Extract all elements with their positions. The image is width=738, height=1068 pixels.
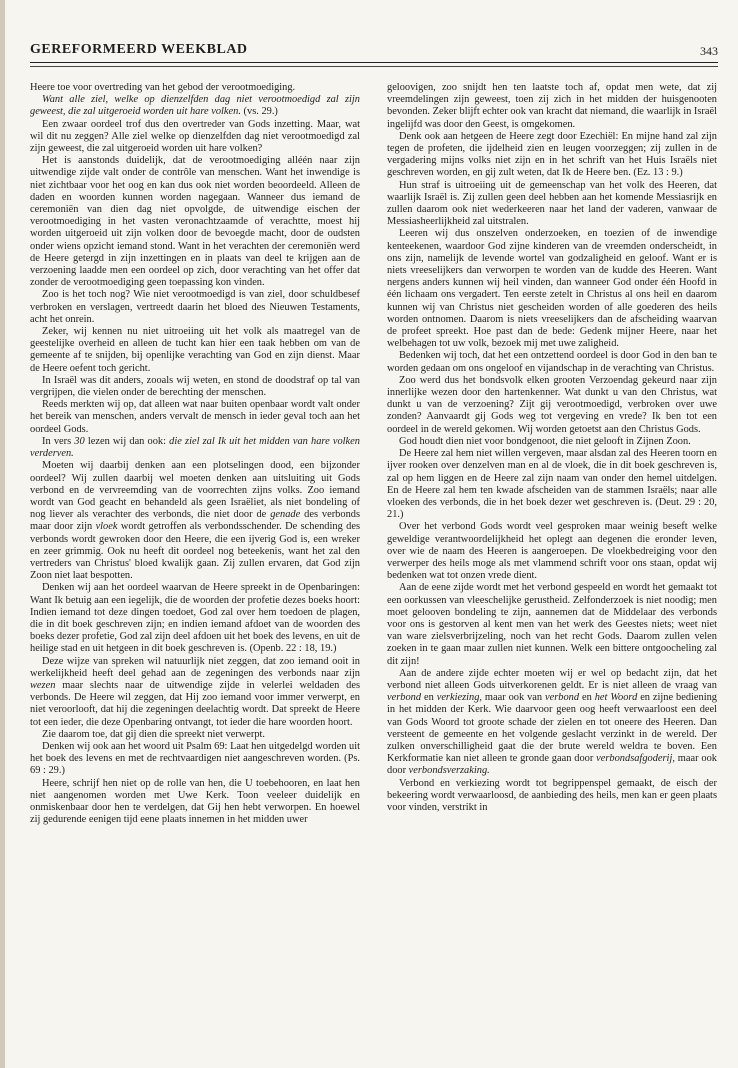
text: Deze wijze van spreken wil natuurlijk niet zeggen, dat zoo iemand ooit in werkelijkheid heeft deel gehad aan de zegeningen des verbonds naar zijn (30, 655, 360, 679)
text: lezen wij dan ook: (84, 435, 170, 447)
text: Denk ook aan hetgeen de Heere zegt door Ezechiël: En mijne hand zal zijn tegen de profeten, die ijdelheid zien en leugen voorzeggen; zij zullen in de vergadering mijns volks niet zijn en in het schrift van het Huis Israëls niet geschreven worden, en gij zult weten, dat Ik de Heere ben. (Ez. 13 : 9.) (387, 130, 717, 179)
text: Zoo werd dus het bondsvolk elken grooten Verzoendag gekeurd naar zijn innerlijke wezen door den hartenkenner. Wat dunkt u van den Christus, wat dunkt u van de verzoening? Zijt gij verootmoedigd, verbroken over uwe zonden? Aanvaardt gij Gods weg tot vergeving en vrede? Ik ben tot een oordeel in de wereld gekomen. Wij worden getoetst aan den Christus Gods. (387, 374, 717, 435)
text: Denken wij aan het oordeel waarvan de Heere spreekt in de Openbaringen: Want Ik betuig aan een iegelijk, die de woorden der profetie dezes boeks hoort: Indien iemand tot deze dingen toedoet, God zal over hem toedoen de plagen, die in dit boek geschreven zijn; en indien iemand afdoet van de woorden des boeks dezer profetie, God zal zijn deel afdoen uit het boek des levens, en uit de heilige stad en uit hetgeen in dit boek geschreven is. (Openb. 22 : 18, 19.) (30, 582, 360, 655)
text: In vers (42, 435, 75, 447)
paragraph (387, 521, 717, 582)
paragraph (387, 350, 717, 374)
text: Leeren wij dus onszelven onderzoeken, en toezien of de inwendige kenteekenen, waardoor God zijne kinderen van de vreemden onderscheidt, in ons zijn, namelijk de levende wortel van godzaligheid en geloof. Want er is niets vreeselijkers dan verworpen te worden van de kudde des Heeren. Want nergens anders kunnen wij heil vinden, dan wanneer God onder één Hoofd in één lichaam ons vergadert. Ten eerste zetelt in Christus al ons heil en daarom kunnen wij van Christus niet gescheiden worden of alle goederen des heils worden ontnomen. Daarom is niets vreeselijkers dan de afscheiding waarvan de profeet spreekt. Hoe past dan de bede: Gedenk mijner Heere, naar het welbehagen tot uw volk, bezoek mij met uwe zaligheid. (387, 228, 717, 350)
text: Heere, schrijf hen niet op de rolle van hen, die U toebehooren, en laat hen niet aangenomen worden met Uwe Kerk. Toon veeleer duidelijk en onmiskenbaar door hen te verdelgen, dat Gij hen hebt verworpen. En hoewel zij gedurende eenigen tijd eene plaats innemen in het midden uwer (30, 777, 360, 826)
paragraph (30, 656, 360, 729)
text: Denken wij ook aan het woord uit Psalm 69: Laat hen uitgedelgd worden uit het boek des levens en met de rechtvaardigen niet aangeschreven worden. (Ps. 69 : 29.) (30, 740, 360, 777)
paragraph (387, 180, 717, 229)
text: geloovigen, zoo snijdt hen ten laatste toch af, opdat men wete, dat zij vreemdelingen zijn geweest, toen zij zich in het midden der huisgenooten bevonden. Zeker blijft echter ook van kracht dat niemand, die waarlijk in Israël ingelijfd was door den Geest, is omgekomen. (387, 82, 717, 130)
publication-title: GEREFORMEERD WEEKBLAD (30, 42, 248, 57)
text: Aan de eene zijde wordt met het verbond gespeeld en wordt het gemaakt tot een oorkussen van vleeschelijke gerustheid. Zelfonderzoek is niet noodig; men moet gelooven bondeling te zijn, aannemen dat de Middelaar des verbonds voor ons is gestorven al kent men van het werk des Geestes niets; weet niet van ware zielsverbrijzeling, noch van het recht Gods. Daarom zullen velen zoeken in te gaan maar zullen niet kunnen. Welk een bittere ontgoocheling zal dit zijn! (387, 582, 717, 667)
text: Heere toe voor overtreding van het gebod der verootmoediging. (30, 82, 296, 93)
text: God houdt dien niet voor bondgenoot, die niet gelooft in Zijnen Zoon. (399, 435, 691, 447)
page-header (30, 42, 718, 64)
paragraph (30, 741, 360, 778)
text: Hun straf is uitroeiing uit de gemeenschap van het volk des Heeren, dat waarlijk Israël is. Zij zullen geen deel hebben aan het komende Messiasrijk en zullen daarom ook niet wederkeeren naar het land der vaderen, vanwaar de Messiasheerlijkheid zal uitstralen. (387, 179, 717, 228)
scripture-quote: die ziel zal Ik uit het midden van hare volken verderven. (30, 435, 360, 460)
paragraph (387, 582, 717, 667)
emphasis: genade (270, 509, 301, 521)
text: en (579, 692, 595, 704)
text: Zie daarom toe, dat gij dien die spreekt niet verwerpt. (42, 728, 266, 740)
text: Zeker, wij kennen nu niet uitroeiing uit het volk als maatregel van de geestelijke overheid en alleen de tucht kan hier een taak hebben om van de gemeente af te snijden, bij openlijke verachting van God en zijn dienst. Maar de Heere oefent toch gericht. (30, 326, 360, 374)
paragraph (30, 82, 360, 94)
paragraph (30, 778, 360, 827)
paragraph (387, 668, 717, 778)
paragraph (30, 326, 360, 375)
emphasis: verbond (545, 692, 580, 704)
text: Moeten wij daarbij denken aan een plotselingen dood, een bijzonder oordeel? Wij zullen daarbij wel moeten denken aan uitsluiting uit Gods verbond en de vervreemding van de voorrechten zijns volks. Zoo iemand wordt van God geacht en behandeld als geen Israëliet, als niet bondeling of nog liever als verachter des verbonds, die niet door de (30, 460, 360, 521)
scripture-quote: Want alle ziel, welke op dienzelfden dag niet verootmoedigd zal zijn geweest, die zal uitgeroeid worden uit hare volken. (30, 94, 360, 118)
text: wordt getroffen als verbondsschender. De schending des verbonds wordt gewroken door den Heere, die een ijverig God is, een wreker en zeer grimmig. Ook nu heeft dit oordeel nog beteekenis, want het zal den vertreders van Christus' bloed kwalijk gaan. Zij zullen ervaren, dat God zijn Zoon niet laat bespotten. (30, 521, 360, 582)
paragraph (30, 375, 360, 399)
text: Verbond en verkiezing wordt tot begrippenspel gemaakt, de eisch der bekeering wordt verwaarloosd, de aanbieding des heils, men kan er geen plaats voor vinden, verstrikt in (387, 777, 717, 813)
paragraph (387, 448, 717, 521)
paragraph (30, 94, 360, 118)
paragraph (30, 582, 360, 655)
text: Het is aanstonds duidelijk, dat de verootmoediging alléén naar zijn uitwendige zijde valt onder de contrôle van menschen. Want het inwendige is niet zichtbaar voor het oog en kan dus ook niet worden beoordeeld. Alleen de daden en woorden kunnen worden nagegaan. Wanneer dus iemand de ceremoniën van dien dag niet opvolgde, de uitwendige eischen der verootmoediging in het vasten veronachtzaamde of verachtte, moest hij worden uitgeroeid uit zijn volken door de bevoegde macht, door de oudsten onder wiens opzicht iemand stond. Want in het verachten der ceremoniën werd de Heere getergd in zijn inzettingen en in plaats van deel te krijgen aan de verzoening laadde men een oordeel op zich, door verachting van het offer dat zonder de verootmoediging geen toepassing kon vinden. (30, 155, 360, 289)
text: en (421, 692, 437, 704)
text: maar ook door (387, 753, 717, 777)
text: De Heere zal hem niet willen vergeven, maar alsdan zal des Heeren toorn en ijver rooken over denzelven man en al de vloek, die in dit boek geschreven is, zal op hem liggen en de Heere zal zijn naam van onder den hemel uitdelgen. En de Heere zal hem ten kwade afscheiden van de stammen Israëls; naar alle vloeken des verbonds, die in het boek dezer wet geschreven is. (Deut. 29 : 20, 21.) (387, 448, 717, 521)
page-binding-edge (0, 0, 5, 1068)
text: Aan de andere zijde echter moeten wij er wel op bedacht zijn, dat het verbond niet alleen Gods uitverkorenen geldt. Er is niet alleen de vraag van (387, 667, 717, 691)
paragraph (30, 436, 360, 460)
text: Bedenken wij toch, dat het een ontzettend oordeel is door God in den ban te worden gedaan om ons ongeloof en vijandschap in de verachting van Christus. (387, 350, 717, 374)
emphasis: het Woord (594, 692, 638, 704)
paragraph (30, 399, 360, 436)
emphasis: verkiezing, (436, 692, 482, 704)
emphasis: wezen (30, 679, 56, 691)
text: Reeds merkten wij op, dat alleen wat naar buiten openbaar wordt valt onder het bereik van menschen, anders vervalt de mensch in ieder geval toch aan het oordeel Gods. (30, 399, 360, 435)
text: Een zwaar oordeel trof dus den overtreder van Gods inzetting. Maar, wat wil dit nu zeggen? Alle ziel welke op dienzelfden dag niet verootmoedigd zal zijn geweest, die zal uitgeroeid worden uit hare volken? (30, 118, 360, 155)
page-number: 343 (700, 44, 718, 58)
paragraph (387, 82, 717, 131)
right-column (387, 82, 717, 1054)
emphasis: vloek (95, 521, 118, 533)
text: maar ook van (482, 692, 546, 704)
paragraph (387, 436, 717, 448)
paragraph (387, 228, 717, 350)
paragraph (30, 289, 360, 326)
paragraph (387, 131, 717, 180)
text: (vs. 29.) (240, 106, 278, 118)
paragraph (30, 155, 360, 289)
emphasis: verbond (387, 692, 422, 704)
text: Over het verbond Gods wordt veel gesproken maar weinig beseft welke geweldige verantwoordelijkheid het oplegt aan degenen die eronder leven, over wie de naam des Heeren is aangeroepen. De vloekbedreiging voor den verwerper des heils moge als met vlammend schrift voor ons staan, opdat wij bedenken wat tot onzen vrede dient. (387, 521, 717, 582)
emphasis: verbondsverzaking. (408, 765, 490, 777)
paragraph (387, 778, 717, 815)
text: Zoo is het toch nog? Wie niet verootmoedigd is van ziel, door schuldbesef verbroken en verslagen, vertreedt daarin het bloed des Nieuwen Testaments, acht het onrein. (30, 289, 360, 325)
text: maar slechts naar de uitwendige zijde in velerlei weldaden des verbonds. De Heere wil zeggen, dat Hij zoo iemand voor immer verwerpt, en niet veroorlooft, dat hij die zegeningen deelachtig wordt. Dat spreekt de Heere tot een ieder, die deze Openbaring ontvangt, tot ieder die hare woorden hoort. (30, 679, 360, 728)
paragraph (30, 729, 360, 741)
emphasis: verbondsafgoderij, (596, 753, 675, 765)
text: In Israël was dit anders, zooals wij weten, en stond de doodstraf op tal van vergrijpen, die vielen onder de berechting der menschen. (30, 374, 360, 399)
verse-number: 30 (74, 435, 85, 447)
header-rule-thick (30, 62, 718, 63)
paragraph (30, 119, 360, 156)
left-column (30, 82, 360, 1054)
text: en zijne bediening in het midden der Kerk. Wie daarvoor geen oog heeft verwaarloost een deel van Gods Woord tot groote schade der zielen en tot oneere des Heeren. Dan versteent de gemeente en het volgende geslacht verzinkt in de wereld. Der zulken onverschilligheid gaat die der brute wereld weldra te boven. Een Kerkformatie kan niet alleen te gronde gaan door (387, 692, 717, 765)
paragraph (30, 460, 360, 582)
header-rule-thin (30, 66, 718, 67)
text: des verbonds maar door zijn (30, 509, 360, 533)
paragraph (387, 375, 717, 436)
